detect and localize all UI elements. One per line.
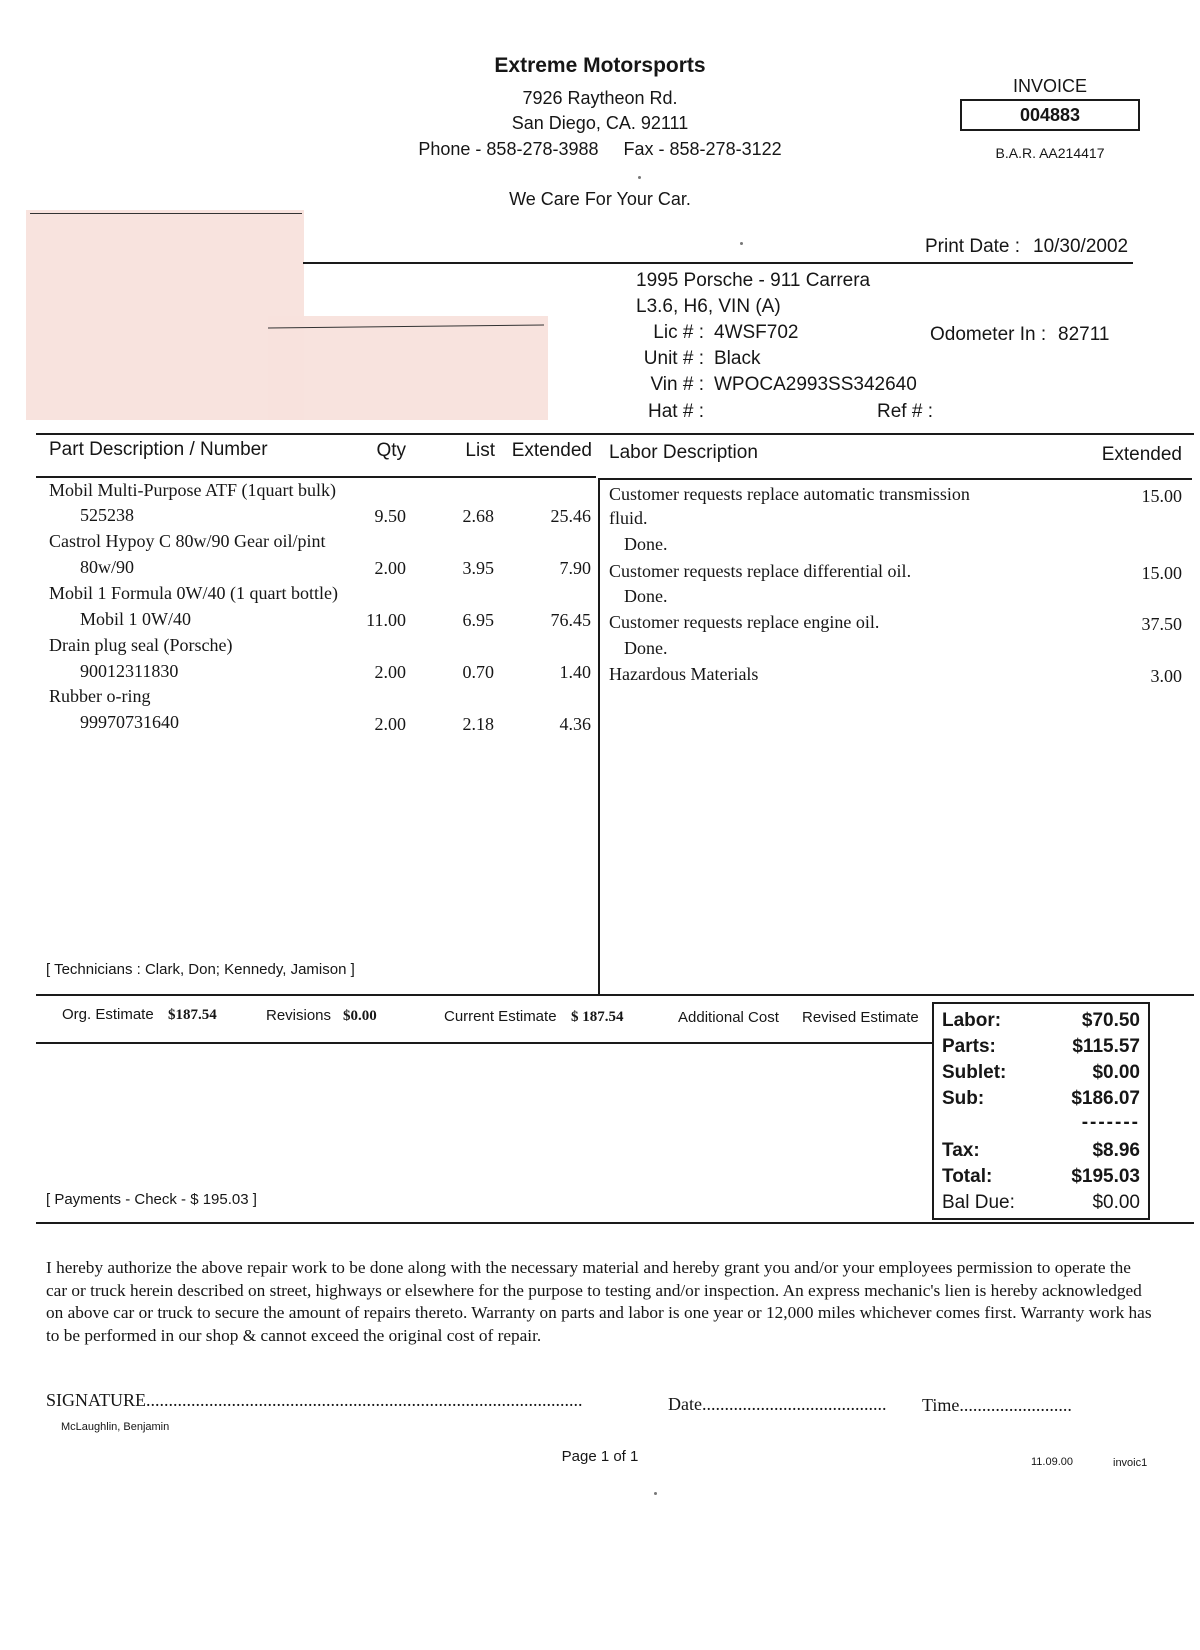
revisions-value: $0.00 (343, 1008, 377, 1024)
labor-note: Done. (624, 638, 668, 658)
page-number: Page 1 of 1 (561, 1448, 639, 1465)
part-name: Drain plug seal (Porsche) (49, 635, 233, 655)
shop-address-2: San Diego, CA. 92111 (511, 113, 689, 133)
part-qty: 9.50 (374, 506, 406, 526)
labor-amount: 3.00 (1150, 666, 1182, 686)
part-qty: 11.00 (366, 610, 406, 630)
authorization-text: I hereby authorize the above repair work to be done along with the necessary material and hereby grant you and/or your employees permission to operate the car or truck herein described on street, highways or elsewhere for the purpose to testing and/or inspection. An express mechanic's lien is hereby acknowledged on above car or truck to secure the amount of repairs thereto. Warranty on parts and labor is one year or 12,000 miles whichever comes first. Warranty work has to be performed in our shop & cannot exceed the original cost of repair. (46, 1258, 1152, 1345)
invoice-number: 004883 (960, 99, 1140, 131)
header-rule (303, 262, 1133, 264)
additional-cost-label: Additional Cost (678, 1009, 779, 1026)
scan-speck (638, 176, 641, 179)
sublet-total: $0.00 (1092, 1062, 1140, 1083)
grand-total-label: Total: (942, 1166, 993, 1187)
sub-total: $186.07 (1071, 1088, 1140, 1109)
part-qty: 2.00 (374, 558, 406, 578)
sub-total-label: Sub: (942, 1088, 985, 1109)
part-qty: 2.00 (374, 662, 406, 682)
scan-speck (740, 242, 743, 245)
estimates-rule (36, 1042, 932, 1044)
tax-total: $8.96 (1092, 1140, 1140, 1161)
totals-box (932, 1002, 1150, 1220)
date-line: Date......................................... (668, 1394, 887, 1414)
lic-label: Lic # : (653, 322, 704, 343)
part-list-price: 0.70 (462, 662, 494, 682)
technicians: [ Technicians : Clark, Don; Kennedy, Jamison ] (46, 961, 355, 978)
part-extended: 25.46 (550, 506, 591, 526)
labor-amount: 15.00 (1141, 486, 1182, 506)
odometer-value: 82711 (1058, 324, 1110, 345)
labor-note: Done. (624, 586, 668, 606)
vehicle-engine: L3.6, H6, VIN (A) (636, 296, 781, 317)
parts-header-desc: Part Description / Number (49, 439, 268, 460)
org-estimate-label: Org. Estimate (62, 1006, 154, 1023)
part-number: Mobil 1 0W/40 (80, 609, 191, 629)
hat-label: Hat # : (648, 401, 704, 422)
part-name: Rubber o-ring (49, 686, 151, 706)
part-list-price: 2.18 (462, 714, 494, 734)
part-name: Castrol Hypoy C 80w/90 Gear oil/pint (49, 531, 326, 551)
part-name: Mobil Multi-Purpose ATF (1quart bulk) (49, 480, 336, 500)
table-bottom-rule (36, 994, 1194, 996)
signature-line: SIGNATURE................................................................................................. (46, 1390, 583, 1410)
parts-total-label: Parts: (942, 1036, 996, 1057)
revised-estimate-label: Revised Estimate (802, 1009, 919, 1026)
table-top-rule (36, 433, 1194, 435)
part-list-price: 6.95 (462, 610, 494, 630)
shop-address-1: 7926 Raytheon Rd. (522, 88, 678, 108)
shop-name: Extreme Motorsports (494, 54, 706, 77)
parts-header-qty: Qty (376, 440, 406, 461)
form-version: 11.09.00 (1031, 1456, 1074, 1468)
vehicle-model: 1995 Porsche - 911 Carrera (636, 270, 871, 291)
sublet-total-label: Sublet: (942, 1062, 1007, 1083)
part-list-price: 3.95 (462, 558, 494, 578)
part-extended: 4.36 (559, 714, 591, 734)
labor-line: Customer requests replace differential oil. (609, 561, 912, 581)
grand-total: $195.03 (1071, 1166, 1140, 1187)
vin-label: Vin # : (650, 374, 704, 395)
scan-speck (654, 1492, 657, 1495)
labor-line: fluid. (609, 508, 648, 528)
part-list-price: 2.68 (462, 506, 494, 526)
part-number: 80w/90 (80, 557, 134, 577)
payments: [ Payments - Check - $ 195.03 ] (46, 1191, 257, 1208)
part-qty: 2.00 (374, 714, 406, 734)
invoice-label: INVOICE (1012, 76, 1087, 96)
parts-header-list: List (465, 440, 495, 461)
part-number: 90012311830 (80, 661, 179, 681)
vin-value: WPOCA2993SS342640 (714, 374, 917, 395)
customer-name: McLaughlin, Benjamin (61, 1421, 170, 1433)
current-estimate-value: $ 187.54 (571, 1009, 624, 1025)
sticker-edge-line (30, 213, 302, 214)
part-number: 99970731640 (80, 712, 179, 732)
ref-label: Ref # : (877, 401, 933, 422)
current-estimate-label: Current Estimate (444, 1008, 557, 1025)
time-line: Time......................... (922, 1395, 1072, 1415)
print-date-label: Print Date : (925, 236, 1021, 257)
print-date: 10/30/2002 (1033, 236, 1129, 257)
redacted-customer-block (26, 210, 304, 420)
unit-value: Black (714, 348, 761, 369)
odometer-label: Odometer In : (930, 324, 1047, 345)
org-estimate-value: $187.54 (168, 1007, 217, 1023)
parts-labor-divider (598, 478, 600, 994)
balance-due: $0.00 (1092, 1192, 1140, 1213)
parts-header-rule (36, 476, 596, 478)
form-id: invoic1 (1113, 1457, 1148, 1469)
part-extended: 76.45 (550, 610, 591, 630)
redacted-customer-block-2 (268, 316, 548, 420)
totals-separator: ------- (1081, 1112, 1140, 1133)
parts-header-extended: Extended (511, 440, 592, 461)
balance-due-label: Bal Due: (942, 1192, 1015, 1213)
lic-value: 4WSF702 (714, 322, 799, 343)
labor-line: Customer requests replace engine oil. (609, 612, 880, 632)
parts-total: $115.57 (1072, 1036, 1140, 1057)
revisions-label: Revisions (266, 1007, 332, 1024)
shop-slogan: We Care For Your Car. (509, 189, 691, 209)
labor-note: Done. (624, 534, 668, 554)
labor-line: Hazardous Materials (609, 664, 759, 684)
part-extended: 7.90 (559, 558, 591, 578)
labor-amount: 37.50 (1141, 614, 1182, 634)
part-extended: 1.40 (559, 662, 591, 682)
labor-header-desc: Labor Description (609, 442, 758, 463)
unit-label: Unit # : (643, 348, 704, 369)
bar-number: B.A.R. AA214417 (995, 145, 1105, 161)
part-name: Mobil 1 Formula 0W/40 (1 quart bottle) (49, 583, 338, 603)
labor-amount: 15.00 (1141, 563, 1182, 583)
shop-phone-fax: Phone - 858-278-3988 Fax - 858-278-3122 (418, 139, 782, 159)
labor-total-label: Labor: (942, 1010, 1002, 1031)
totals-bottom-rule (36, 1222, 1194, 1224)
part-number: 525238 (80, 505, 134, 525)
labor-line: Customer requests replace automatic transmission (609, 484, 970, 504)
labor-total: $70.50 (1081, 1010, 1140, 1031)
tax-label: Tax: (942, 1140, 980, 1161)
labor-header-rule (600, 478, 1192, 480)
labor-header-extended: Extended (1101, 444, 1182, 465)
